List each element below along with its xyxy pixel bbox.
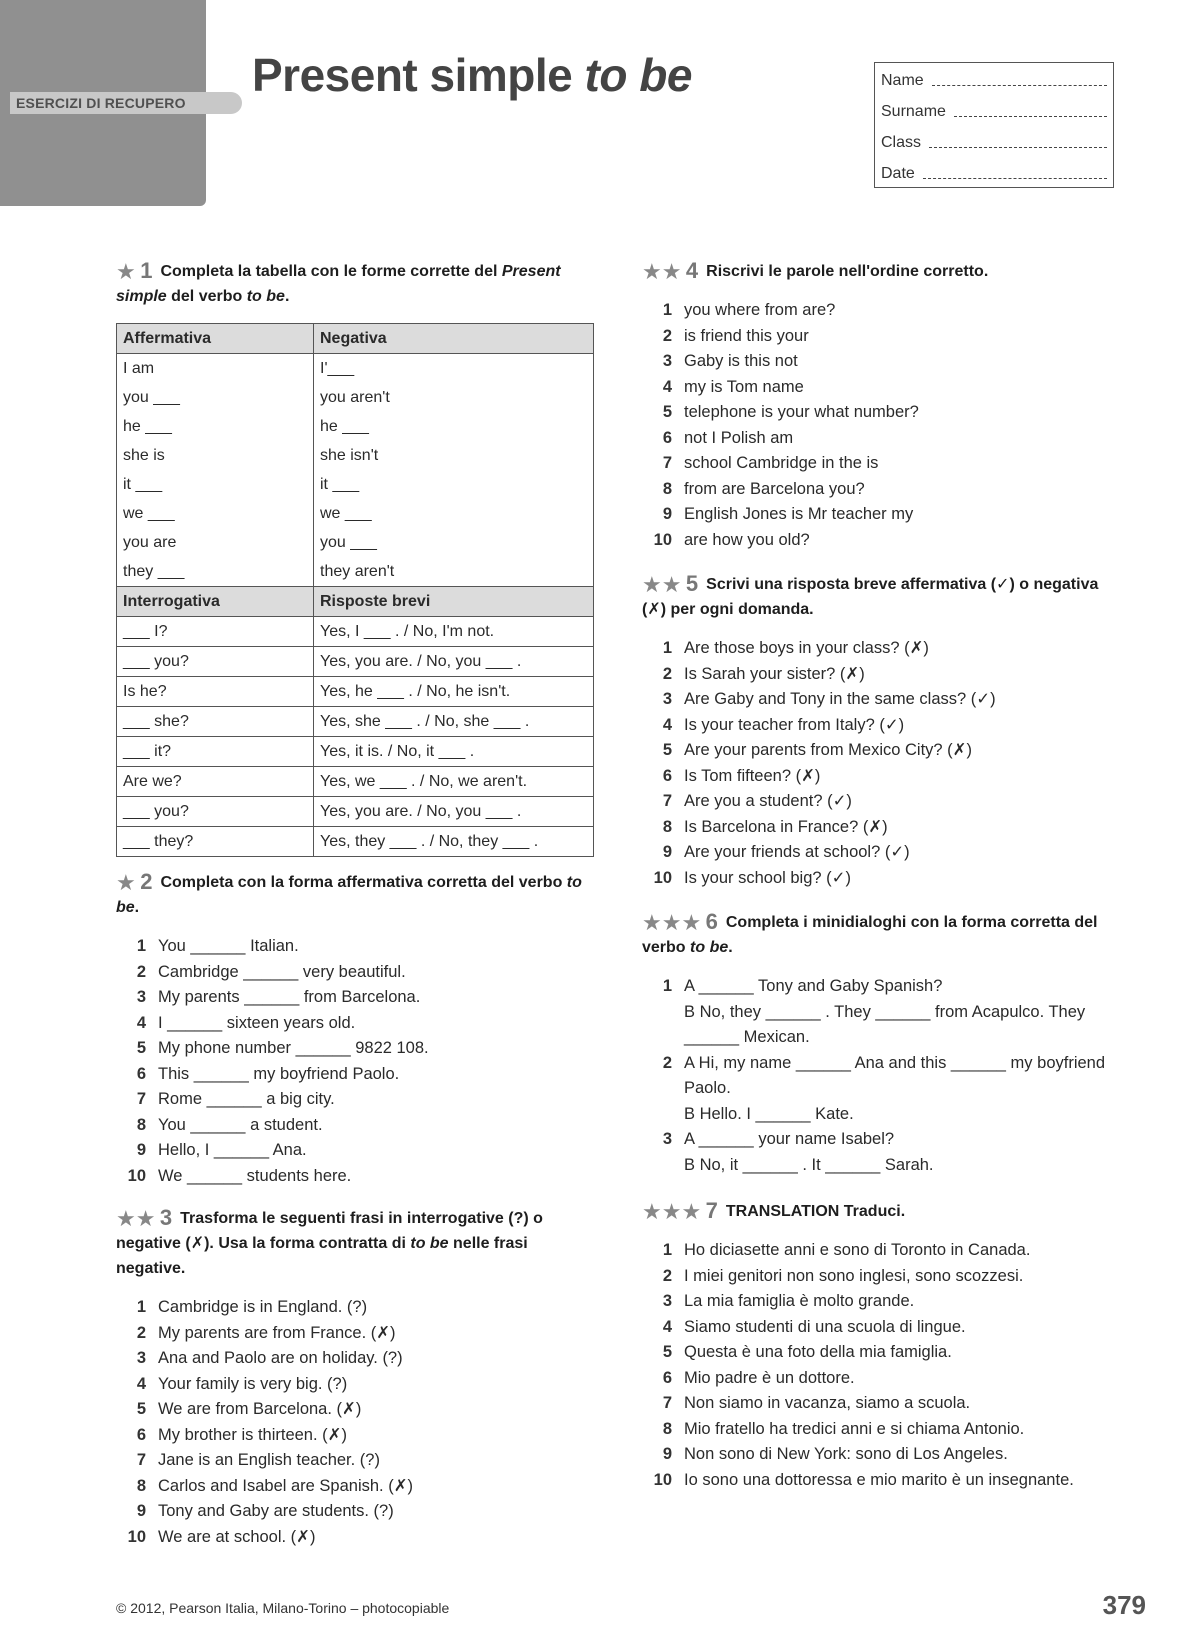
list-item: 8 Carlos and Isabel are Spanish. (✗) [136, 1476, 414, 1495]
table-header: Affermativa [117, 324, 314, 354]
list-item: 3 Ana and Paolo are on holiday. (?) [136, 1349, 403, 1367]
list-item: 6 My brother is thirteen. (✗) [136, 1425, 347, 1444]
list-item: 8 Mio fratello ha tredici anni e si chiama Antonio. [662, 1419, 1025, 1438]
list-item: 3 Are Gaby and Tony in the same class? (✓) [662, 690, 996, 708]
exercise-5-heading: ★★ 5 Scrivi una risposta breve affermativa (✓) o negativa (✗) per ogni domanda. [642, 571, 1099, 618]
table-cell: ___ it? [117, 737, 314, 767]
table-cell: Yes, he ___ . / No, he isn't. [314, 677, 594, 707]
list-item: 5 telephone is your what number? [662, 403, 919, 421]
list-item: 9 Hello, I ______ Ana. [136, 1141, 307, 1159]
list-item: 4 I ______ sixteen years old. [136, 1013, 356, 1032]
to-be-forms-table [116, 323, 594, 857]
table-cell: she isn't [320, 446, 379, 464]
list-item: 6 This ______ my boyfriend Paolo. [136, 1064, 400, 1083]
page-title: Present simple to be [252, 49, 692, 101]
list-item: 7 Rome ______ a big city. [136, 1090, 335, 1108]
list-item: 9 English Jones is Mr teacher my [662, 505, 914, 523]
list-item: 7 school Cambridge in the is [662, 454, 879, 472]
table-cell: she is [117, 441, 314, 470]
list-item: 10 We are at school. (✗) [127, 1527, 316, 1546]
class-field[interactable]: Class [881, 127, 1107, 158]
list-item: 6 Is Tom fifteen? (✗) [662, 766, 821, 785]
exercise-6-heading: ★★★ 6 Completa i minidialoghi con la forma corretta del verbo to be. [642, 909, 1098, 956]
list-item: 2 I miei genitori non sono inglesi, sono scozzesi. [662, 1266, 1024, 1285]
table-cell: ___ I? [117, 617, 314, 647]
exercise-7-heading: ★★★ 7 TRANSLATION Traduci. [642, 1198, 906, 1224]
table-cell: Yes, it is. / No, it ___ . [314, 737, 594, 767]
right-column [642, 258, 1112, 1493]
table-cell: we ___ [320, 504, 372, 522]
list-item: 8 You ______ a student. [136, 1115, 323, 1134]
list-item: 3 La mia famiglia è molto grande. [662, 1292, 915, 1310]
list-item: 10 Is your school big? (✓) [653, 868, 851, 887]
date-field[interactable]: Date [881, 158, 1107, 189]
list-item: 2 Is Sarah your sister? (✗) [662, 664, 865, 683]
table-cell: Yes, she ___ . / No, she ___ . [314, 707, 594, 737]
exercise-2-list [116, 934, 596, 1189]
table-cell: you ___ [320, 533, 377, 551]
list-item: 9 Tony and Gaby are students. (?) [136, 1502, 394, 1520]
name-field[interactable]: Name [881, 65, 1107, 96]
list-item: 5 Questa è una foto della mia famiglia. [662, 1343, 952, 1361]
list-item: 10 Io sono una dottoressa e mio marito è un insegnante. [653, 1470, 1074, 1489]
section-label: ESERCIZI DI RECUPERO [10, 92, 242, 114]
list-item: 4 my is Tom name [662, 377, 804, 396]
list-item: 9 Non sono di New York: sono di Los Angeles. [662, 1445, 1008, 1463]
table-cell: Are we? [117, 767, 314, 797]
table-cell: I am [117, 354, 314, 384]
exercise-4-heading: ★★ 4 Riscrivi le parole nell'ordine corretto. [642, 258, 989, 284]
list-item: 5 My phone number ______ 9822 108. [136, 1039, 429, 1057]
list-item: 8 Is Barcelona in France? (✗) [662, 817, 888, 836]
surname-field[interactable]: Surname [881, 96, 1107, 127]
copyright-notice: © 2012, Pearson Italia, Milano-Torino – photocopiable [116, 1600, 450, 1616]
table-cell: he ___ [320, 417, 369, 435]
list-item: 10 are how you old? [653, 530, 810, 549]
table-cell: Is he? [117, 677, 314, 707]
list-item: 4 Your family is very big. (?) [136, 1374, 348, 1393]
table-cell: they ___ [117, 557, 314, 587]
table-cell: ___ you? [117, 797, 314, 827]
exercise-5-list [642, 636, 1112, 891]
list-item: 2 My parents are from France. (✗) [136, 1323, 396, 1342]
list-item: 2 A Hi, my name ______ Ana and this ______ my boyfriend Paolo. B Hello. I ______ Kate. [662, 1053, 1106, 1123]
list-item: 2 is friend this your [662, 326, 809, 345]
list-item: 4 Siamo studenti di una scuola di lingue. [662, 1317, 966, 1336]
list-item: 5 We are from Barcelona. (✗) [136, 1400, 362, 1418]
table-cell: they aren't [320, 562, 395, 580]
table-cell: you are [117, 528, 314, 557]
table-cell: you ___ [117, 383, 314, 412]
exercise-1-heading: ★ 1 Completa la tabella con le forme corrette del Present simple del verbo to be. [116, 258, 561, 305]
left-column [116, 258, 596, 1550]
list-item: 1 Cambridge is in England. (?) [136, 1298, 368, 1316]
exercise-3-list [116, 1295, 596, 1550]
table-cell: ___ you? [117, 647, 314, 677]
list-item: 7 Are you a student? (✓) [662, 792, 852, 810]
table-cell: ___ she? [117, 707, 314, 737]
list-item: 3 A ______ your name Isabel? B No, it ______ . It ______ Sarah. [662, 1130, 934, 1174]
list-item: 1 You ______ Italian. [136, 937, 299, 955]
table-header: Interrogativa [117, 587, 314, 617]
list-item: 1 Ho diciasette anni e sono di Toronto in Canada. [662, 1241, 1031, 1259]
list-item: 6 not I Polish am [662, 428, 794, 447]
list-item: 7 Jane is an English teacher. (?) [136, 1451, 380, 1469]
table-cell: it ___ [117, 470, 314, 499]
list-item: 1 Are those boys in your class? (✗) [662, 639, 929, 657]
table-cell: Yes, I ___ . / No, I'm not. [314, 617, 594, 647]
table-cell: you aren't [320, 388, 390, 406]
table-header: Negativa [314, 324, 594, 354]
exercise-2-heading: ★ 2 Completa con la forma affermativa corretta del verbo to be. [116, 869, 582, 916]
list-item: 8 from are Barcelona you? [662, 479, 865, 498]
list-item: 1 you where from are? [662, 301, 836, 319]
list-item: 4 Is your teacher from Italy? (✓) [662, 715, 905, 734]
table-header: Risposte brevi [314, 587, 594, 617]
list-item: 5 Are your parents from Mexico City? (✗) [662, 741, 972, 759]
table-cell: ___ they? [117, 827, 314, 857]
table-cell: Yes, you are. / No, you ___ . [314, 797, 594, 827]
list-item: 7 Non siamo in vacanza, siamo a scuola. [662, 1394, 971, 1412]
list-item: 1 A ______ Tony and Gaby Spanish? B No, they ______ . They ______ from Acapulco. They ______ Mexican. [662, 977, 1086, 1046]
table-cell: I'___ [320, 359, 355, 377]
exercise-7-list [642, 1238, 1112, 1493]
table-cell: it ___ [320, 475, 360, 493]
exercise-3-heading: ★★ 3 Trasforma le seguenti frasi in interrogative (?) o negative (✗). Usa la forma contratta di to be nelle frasi negative. [116, 1205, 543, 1277]
list-item: 3 Gaby is this not [662, 352, 798, 370]
table-cell: Yes, they ___ . / No, they ___ . [314, 827, 594, 857]
list-item: 10 We ______ students here. [127, 1166, 352, 1185]
list-item: 2 Cambridge ______ very beautiful. [136, 962, 406, 981]
table-cell: Yes, we ___ . / No, we aren't. [314, 767, 594, 797]
student-info-box [874, 62, 1114, 188]
page-number: 379 [1102, 1590, 1146, 1620]
list-item: 6 Mio padre è un dottore. [662, 1368, 855, 1387]
list-item: 9 Are your friends at school? (✓) [662, 843, 910, 861]
list-item: 3 My parents ______ from Barcelona. [136, 988, 421, 1006]
exercise-4-list [642, 298, 1112, 553]
exercise-6-list [642, 974, 1112, 1178]
table-cell: he ___ [117, 412, 314, 441]
table-cell: Yes, you are. / No, you ___ . [314, 647, 594, 677]
table-cell: we ___ [117, 499, 314, 528]
